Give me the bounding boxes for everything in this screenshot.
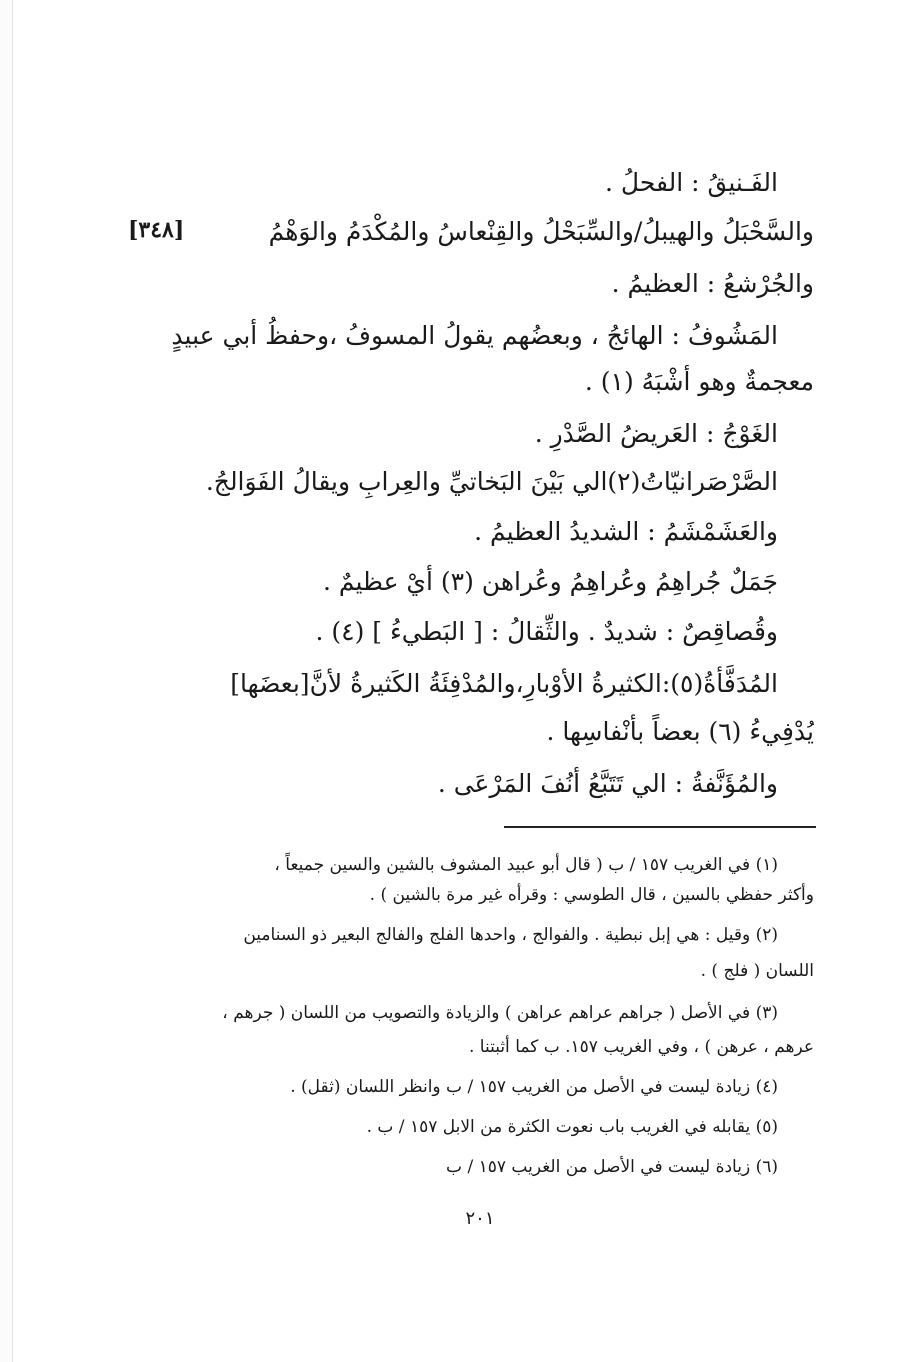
text-line-8: والعَشَمْشَمُ : الشديدُ العظيمُ . bbox=[474, 517, 778, 546]
footnote-line-5: (٣) في الأصل ( جراهم عراهم عراهن ) والزيادة والتصويب من اللسان ( جرهم ، bbox=[222, 1003, 778, 1023]
footnote-line-6: عرهم ، عرهن ) ، وفي الغريب ١٥٧. ب كما أثبتنا . bbox=[468, 1037, 814, 1057]
footnote-line-2: وأكثر حفظي بالسين ، قال الطوسي : وقرأه غير مرة بالشين ) . bbox=[369, 885, 814, 905]
text-line-4: المَشُوفُ : الهائجُ ، وبعضُهم يقولُ المسوفُ ،وحفظُ أبي عبيدٍ bbox=[171, 321, 778, 350]
text-line-10: وقُصاقِصٌ : شديدٌ . والثِّقالُ : [ البَطيءُ ] (٤) . bbox=[315, 617, 778, 646]
text-line-6: الغَوْجُ : العَريضُ الصَّدْرِ . bbox=[534, 419, 778, 448]
footnote-line-7: (٤) زيادة ليست في الأصل من الغريب ١٥٧ / ب وانظر اللسان (ثقل) . bbox=[290, 1077, 778, 1097]
text-line-7: الصَّرْصَرانيّاتُ(٢)الي بَيْنَ البَخاتيِّ والعِرابِ ويقالُ الفَوَالجُ. bbox=[205, 467, 778, 496]
text-line-13: والمُؤَنَّفةُ : الي تَتَبَّعُ أنُفَ المَرْعَى . bbox=[437, 769, 778, 798]
text-line-12: يُدْفِيءُ (٦) بعضاً بأنْفاسِها . bbox=[546, 717, 814, 746]
text-line-9: جَمَلٌ جُراهِمُ وعُراهِمُ وعُراهن (٣) أيْ عظيمٌ . bbox=[322, 567, 778, 596]
footnote-line-4: اللسان ( فلج ) . bbox=[700, 961, 814, 981]
page-reference-marker: [٣٤٨] bbox=[128, 217, 185, 243]
text-line-3: والجُرْشعُ : العظيمُ . bbox=[611, 269, 814, 298]
footnote-line-8: (٥) يقابله في الغريب باب نعوت الكثرة من الابل ١٥٧ / ب . bbox=[366, 1117, 778, 1137]
footnote-separator bbox=[504, 826, 816, 828]
footnote-line-1: (١) في الغريب ١٥٧ / ب ( قال أبو عبيد المشوف بالشين والسين جميعاً ، bbox=[274, 855, 778, 875]
footnote-line-9: (٦) زيادة ليست في الأصل من الغريب ١٥٧ / ب bbox=[446, 1157, 778, 1177]
page-number: ٢٠١ bbox=[465, 1208, 495, 1229]
text-line-2: والسَّحْبَلُ والهيبلُ/والسِّبَحْلُ والقِنْعاسُ والمُكْدَمُ والوَهْمُ bbox=[268, 217, 814, 246]
footnote-line-3: (٢) وقيل : هي إبل نبطية . والفوالج ، واحدها الفلج والفالج البعير ذو السنامين bbox=[243, 925, 778, 945]
text-line-11: المُدَفَّأةُ(٥):الكثيرةُ الأوْبارِ،والمُدْفِئَةُ الكَثيرةُ لأنَّ[بعضَها] bbox=[230, 669, 778, 698]
text-line-5: معجمةٌ وهو أشْبَهُ (١) . bbox=[584, 367, 814, 396]
text-line-1: الفَـنيقُ : الفحلُ . bbox=[605, 168, 778, 197]
